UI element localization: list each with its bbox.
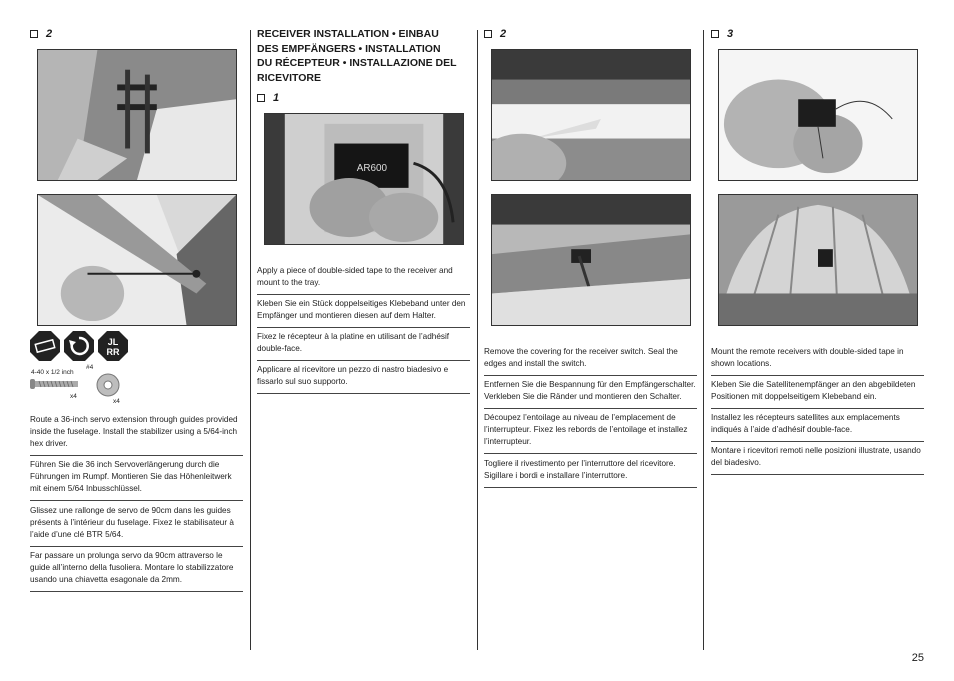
screw-quantity: x4 bbox=[70, 393, 77, 400]
section-heading bbox=[257, 27, 472, 85]
rotate-clockwise-icon bbox=[64, 331, 94, 361]
step-number: 3 bbox=[727, 28, 734, 40]
checkbox-icon[interactable] bbox=[257, 94, 265, 102]
instruction-english: Apply a piece of double-sided tape to the receiver and mount to the tray. bbox=[257, 265, 470, 295]
left-right-icon bbox=[98, 331, 128, 361]
instruction-italian: Togliere il rivestimento per l’interruttore del ricevitore. Sigillare i bordi e installare l’interruttore. bbox=[484, 458, 697, 488]
instruction-french: Glissez une rallonge de servo de 90cm dans les guides présents à l’intérieur du fuselage. Fixez le stabilisateur à l’aide d’une clé BTR 5/64. bbox=[30, 505, 243, 547]
instruction-english: Mount the remote receivers with double-sided tape in shown locations. bbox=[711, 346, 924, 376]
photo-install-switch bbox=[491, 194, 691, 326]
step-number: 2 bbox=[46, 28, 53, 40]
column-divider bbox=[703, 30, 704, 650]
instruction-german: Kleben Sie die Satellitenempfänger an den abgebildeten Positionen mit doppelseitigem Klebeband ein. bbox=[711, 379, 924, 409]
instruction-german: Kleben Sie ein Stück doppelseitiges Klebeband unter den Empfänger und montieren diesen auf dem Halter. bbox=[257, 298, 470, 328]
photo-servo-extension bbox=[37, 194, 237, 326]
instruction-italian: Montare i ricevitori remoti nelle posizioni illustrate, usando del biadesivo. bbox=[711, 445, 924, 475]
heading-line: DES EMPFÄNGERS • INSTALLATION bbox=[257, 42, 441, 55]
checkbox-icon[interactable] bbox=[30, 30, 38, 38]
page-number: 25 bbox=[911, 652, 924, 664]
step-number: 2 bbox=[500, 28, 507, 40]
screw-size-label: 4-40 x 1/2 inch bbox=[31, 369, 74, 376]
heading-line: RICEVITORE bbox=[257, 71, 321, 84]
column-divider bbox=[250, 30, 251, 650]
photo-remove-covering bbox=[491, 49, 691, 181]
step-number: 1 bbox=[273, 92, 280, 104]
servo-extension-icon bbox=[30, 331, 60, 361]
instruction-french: Découpez l’entoilage au niveau de l’emplacement de l’interrupteur. Fixez les rebords de l’entoilage et installez l’interrupteur. bbox=[484, 412, 697, 454]
washer-quantity: x4 bbox=[113, 398, 120, 405]
svg-text:JL: JL bbox=[107, 337, 119, 347]
svg-text:RR: RR bbox=[106, 347, 120, 357]
instruction-italian: Far passare un prolunga servo da 90cm attraverso le guide all’interno della fusoliera. Montare lo stabilizzatore usando una chiavetta esagonale da 2mm. bbox=[30, 550, 243, 592]
screw-icon bbox=[30, 378, 80, 390]
step-3-heading bbox=[711, 28, 733, 40]
instruction-french: Fixez le récepteur à la platine en utilisant de l’adhésif double-face. bbox=[257, 331, 470, 361]
instruction-german: Führen Sie die 36 inch Servoverlängerung durch die Führungen im Rumpf. Montieren Sie das Höhenleitwerk mit einem 5/64 Inbusschlüssel. bbox=[30, 459, 243, 501]
heading-line: DU RÉCEPTEUR • INSTALLAZIONE DEL bbox=[257, 57, 457, 69]
washer-size-label: #4 bbox=[86, 364, 94, 371]
instruction-german: Entfernen Sie die Bespannung für den Empfängerschalter. Verkleben Sie die Ränder und montieren den Schalter. bbox=[484, 379, 697, 409]
checkbox-icon[interactable] bbox=[711, 30, 719, 38]
step-2-heading bbox=[484, 28, 506, 40]
instruction-italian: Applicare al ricevitore un pezzo di nastro biadesivo e fissarlo sul suo supporto. bbox=[257, 364, 470, 394]
column-divider bbox=[477, 30, 478, 650]
photo-stabilizer-mount bbox=[37, 49, 237, 181]
instruction-english: Remove the covering for the receiver switch. Seal the edges and install the switch. bbox=[484, 346, 697, 376]
checkbox-icon[interactable] bbox=[484, 30, 492, 38]
step-2-heading bbox=[30, 28, 52, 40]
photo-receiver-tray bbox=[264, 113, 464, 245]
step-1-heading bbox=[257, 92, 279, 104]
photo-remote-receiver bbox=[718, 49, 918, 181]
washer-icon bbox=[95, 372, 121, 398]
svg-text:AR600: AR600 bbox=[356, 163, 388, 175]
instruction-french: Installez les récepteurs satellites aux emplacements indiqués à l’aide d’adhésif double-face. bbox=[711, 412, 924, 442]
heading-line: RECEIVER INSTALLATION • EINBAU bbox=[257, 28, 439, 40]
instruction-english: Route a 36-inch servo extension through guides provided inside the fuselage. Install the stabilizer using a 5/64-inch hex driver. bbox=[30, 414, 243, 456]
photo-fuselage-interior bbox=[718, 194, 918, 326]
